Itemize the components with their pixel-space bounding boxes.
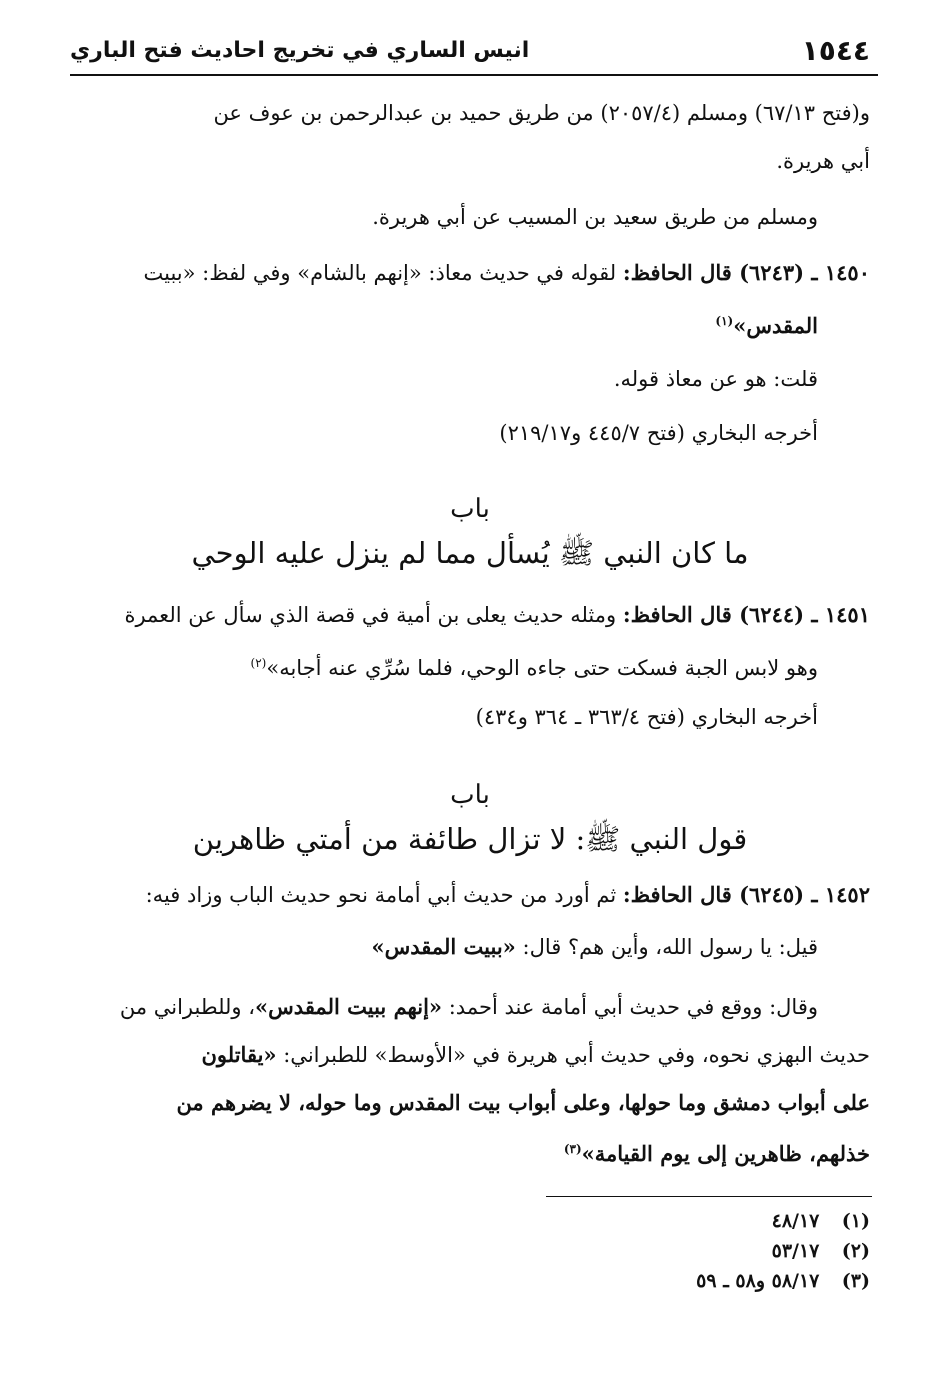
takhrij-line: أخرجه البخاري (فتح ٤٤٥/٧ و٢١٩/١٧): [499, 421, 818, 445]
chapter-title: ما كان النبي ﷺ يُسأل مما لم ينزل عليه الوحي: [191, 536, 749, 570]
footnote-number: (٣): [841, 1270, 870, 1292]
text-line: [564, 1134, 870, 1169]
footnote-ref: (٣): [563, 1142, 582, 1156]
page-header: [70, 30, 878, 76]
bab-label: باب: [450, 780, 490, 810]
hadith-text: وقال: ووقع في حديث أبي أمامة عند أحمد:: [448, 995, 818, 1019]
text-line: [120, 992, 818, 1022]
bab-label: باب: [450, 494, 490, 524]
footnote-text: ٥٨/١٧ و٥٨ ـ ٥٩: [696, 1270, 820, 1292]
text-line: أبي هريرة.: [776, 149, 870, 173]
hadith-text: لقوله في حديث معاذ: «إنهم بالشام» وفي لفظ: «ببيت: [143, 261, 617, 285]
hadith-text: قيل: يا رسول الله، وأين هم؟ قال:: [522, 935, 818, 959]
footnote: [772, 1210, 870, 1232]
chapter-title: قول النبي ﷺ: لا تزال طائفة من أمتي ظاهرين: [192, 822, 748, 856]
comment-line: قلت: هو عن معاذ قوله.: [613, 367, 818, 391]
hadith-text: ثم أورد من حديث أبي أمامة نحو حديث الباب وزاد فيه:: [145, 883, 617, 907]
footnote-separator: [546, 1196, 872, 1197]
footnote-ref: (١): [715, 314, 734, 328]
hadith-1452: [146, 880, 870, 910]
page-number: ١٥٤٤: [801, 34, 870, 67]
hadith-number: ١٤٥١ ـ (٦٢٤٤) قال الحافظ:: [622, 602, 870, 627]
hadith-1451: [124, 600, 870, 630]
text-line: ومسلم من طريق سعيد بن المسيب عن أبي هريرة.: [372, 205, 818, 229]
footnote-number: (١): [841, 1210, 870, 1232]
hadith-1450-cont: [715, 306, 818, 341]
footnote-text: ٥٣/١٧: [771, 1240, 820, 1262]
hadith-1450: [144, 258, 870, 288]
hadith-text: ومثله حديث يعلى بن أمية في قصة الذي سأل عن العمرة: [124, 603, 617, 627]
hadith-quote: خذلهم، ظاهرين إلى يوم القيامة»: [581, 1141, 870, 1166]
footnote-text: ٤٨/١٧: [771, 1210, 820, 1232]
hadith-quote: «إنهم ببيت المقدس»: [255, 994, 443, 1019]
hadith-number: ١٤٥٢ ـ (٦٢٤٥) قال الحافظ:: [622, 882, 870, 907]
hadith-quote: «يقاتلون: [201, 1042, 277, 1067]
footnote: [772, 1240, 870, 1262]
text-line: على أبواب دمشق وما حولها، وعلى أبواب بيت المقدس وما حوله، لا يضرهم من: [176, 1090, 870, 1115]
hadith-1451-cont: [251, 648, 818, 683]
hadith-text: حديث البهزي نحوه، وفي حديث أبي هريرة في «الأوسط» للطبراني:: [283, 1043, 870, 1067]
footnote-ref: (٢): [250, 656, 267, 670]
hadith-text: المقدس»: [733, 313, 818, 338]
footnote: [696, 1270, 870, 1292]
running-title: انيس الساري في تخريج احاديث فتح الباري: [70, 38, 530, 63]
text-line: و(فتح ٦٧/١٣) ومسلم (٢٠٥٧/٤) من طريق حميد بن عبدالرحمن بن عوف عن: [213, 101, 870, 125]
hadith-number: ١٤٥٠ ـ (٦٢٤٣) قال الحافظ:: [622, 260, 870, 285]
text-line: [201, 1040, 870, 1070]
hadith-1452-qil: [371, 932, 818, 962]
footnote-number: (٢): [841, 1240, 870, 1262]
hadith-quote: «ببيت المقدس»: [371, 934, 516, 959]
takhrij-line: أخرجه البخاري (فتح ٣٦٣/٤ ـ ٣٦٤ و٤٣٤): [475, 705, 818, 729]
hadith-text: ، وللطبراني من: [119, 995, 256, 1019]
hadith-text: وهو لابس الجبة فسكت حتى جاءه الوحي، فلما سُرِّي عنه أجابه»: [266, 656, 818, 680]
